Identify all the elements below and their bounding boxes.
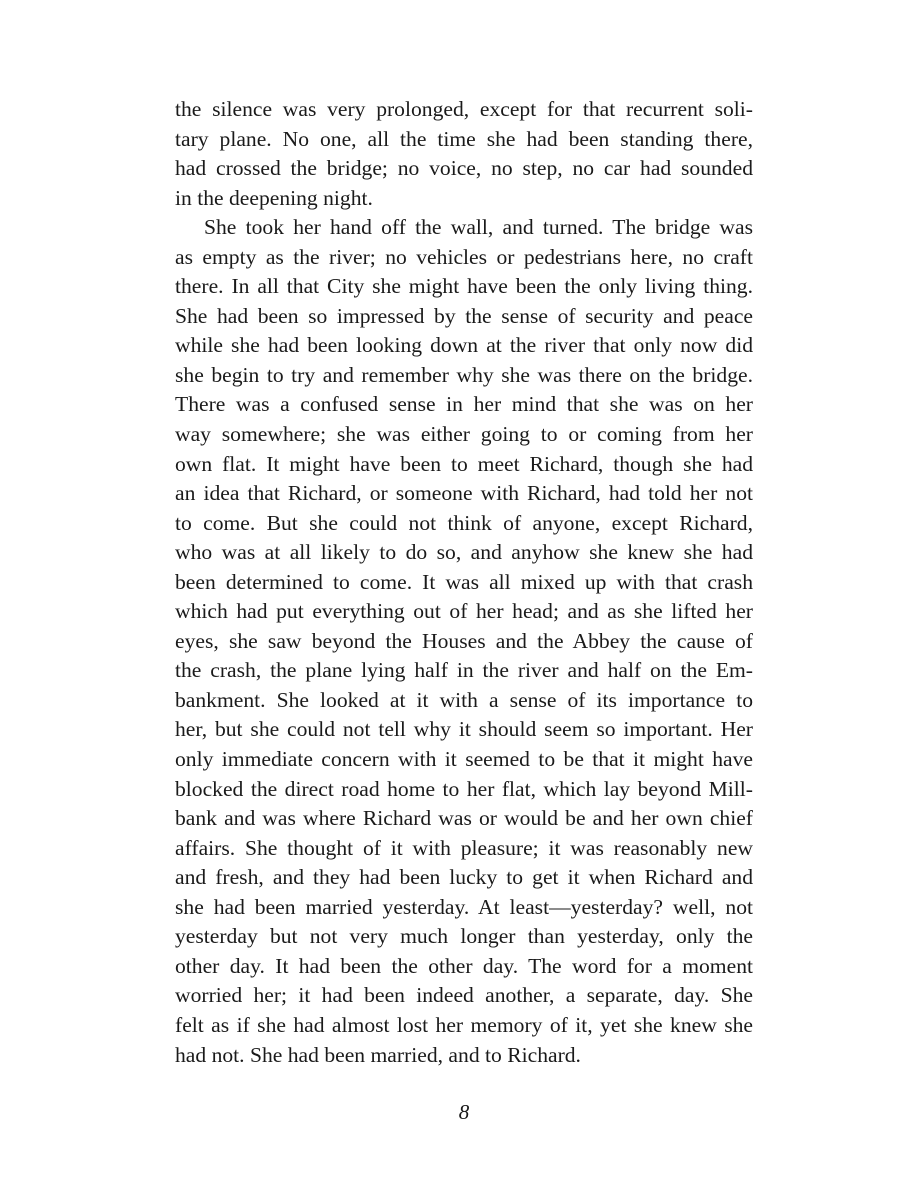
paragraph <box>175 213 753 1070</box>
text-line: way somewhere; she was either going to or coming from her <box>175 422 753 447</box>
text-line: been determined to come. It was all mixed up with that crash <box>175 569 753 594</box>
text-line: while she had been looking down at the river that only now did <box>175 333 753 358</box>
text-line: She had been so impressed by the sense of security and peace <box>175 303 753 328</box>
text-line: her, but she could not tell why it should seem so important. Her <box>175 717 753 742</box>
text-line: she begin to try and remember why she was there on the bridge. <box>175 362 753 387</box>
text-line: there. In all that City she might have been the only living thing. <box>175 274 753 299</box>
text-line: blocked the direct road home to her flat, which lay beyond Mill- <box>175 776 753 801</box>
text-line: eyes, she saw beyond the Houses and the Abbey the cause of <box>175 628 753 653</box>
text-line: which had put everything out of her head; and as she lifted her <box>175 599 753 624</box>
text-line: own flat. It might have been to meet Richard, though she had <box>175 451 753 476</box>
text-line: bank and was where Richard was or would be and her own chief <box>175 806 753 831</box>
text-line: in the deepening night. <box>175 185 373 210</box>
text-line: felt as if she had almost lost her memory of it, yet she knew she <box>175 1012 753 1037</box>
text-line: had not. She had been married, and to Richard. <box>175 1042 581 1067</box>
text-line: yesterday but not very much longer than yesterday, only the <box>175 924 753 949</box>
text-line: bankment. She looked at it with a sense of its importance to <box>175 687 753 712</box>
text-line: who was at all likely to do so, and anyhow she knew she had <box>175 540 753 565</box>
text-line: only immediate concern with it seemed to be that it might have <box>175 747 753 772</box>
text-line: tary plane. No one, all the time she had been standing there, <box>175 126 753 151</box>
paragraph <box>175 95 753 213</box>
body-text <box>175 95 753 1070</box>
text-line: the crash, the plane lying half in the river and half on the Em- <box>175 658 753 683</box>
text-line: to come. But she could not think of anyone, except Richard, <box>175 510 753 535</box>
text-line: There was a confused sense in her mind that she was on her <box>175 392 753 417</box>
text-line: as empty as the river; no vehicles or pedestrians here, no craft <box>175 244 753 269</box>
text-line: had crossed the bridge; no voice, no step, no car had sounded <box>175 156 753 181</box>
text-line: and fresh, and they had been lucky to get it when Richard and <box>175 865 753 890</box>
text-line: the silence was very prolonged, except for that recurrent soli- <box>175 97 753 121</box>
text-line: an idea that Richard, or someone with Richard, had told her not <box>175 481 753 506</box>
text-line: affairs. She thought of it with pleasure; it was reasonably new <box>175 835 753 860</box>
page-number: 8 <box>458 1100 470 1124</box>
text-line: other day. It had been the other day. The word for a moment <box>175 953 753 978</box>
text-line: She took her hand off the wall, and turned. The bridge was <box>204 215 753 240</box>
text-line: worried her; it had been indeed another, a separate, day. She <box>175 983 753 1008</box>
text-line: she had been married yesterday. At least—yesterday? well, not <box>175 894 753 919</box>
